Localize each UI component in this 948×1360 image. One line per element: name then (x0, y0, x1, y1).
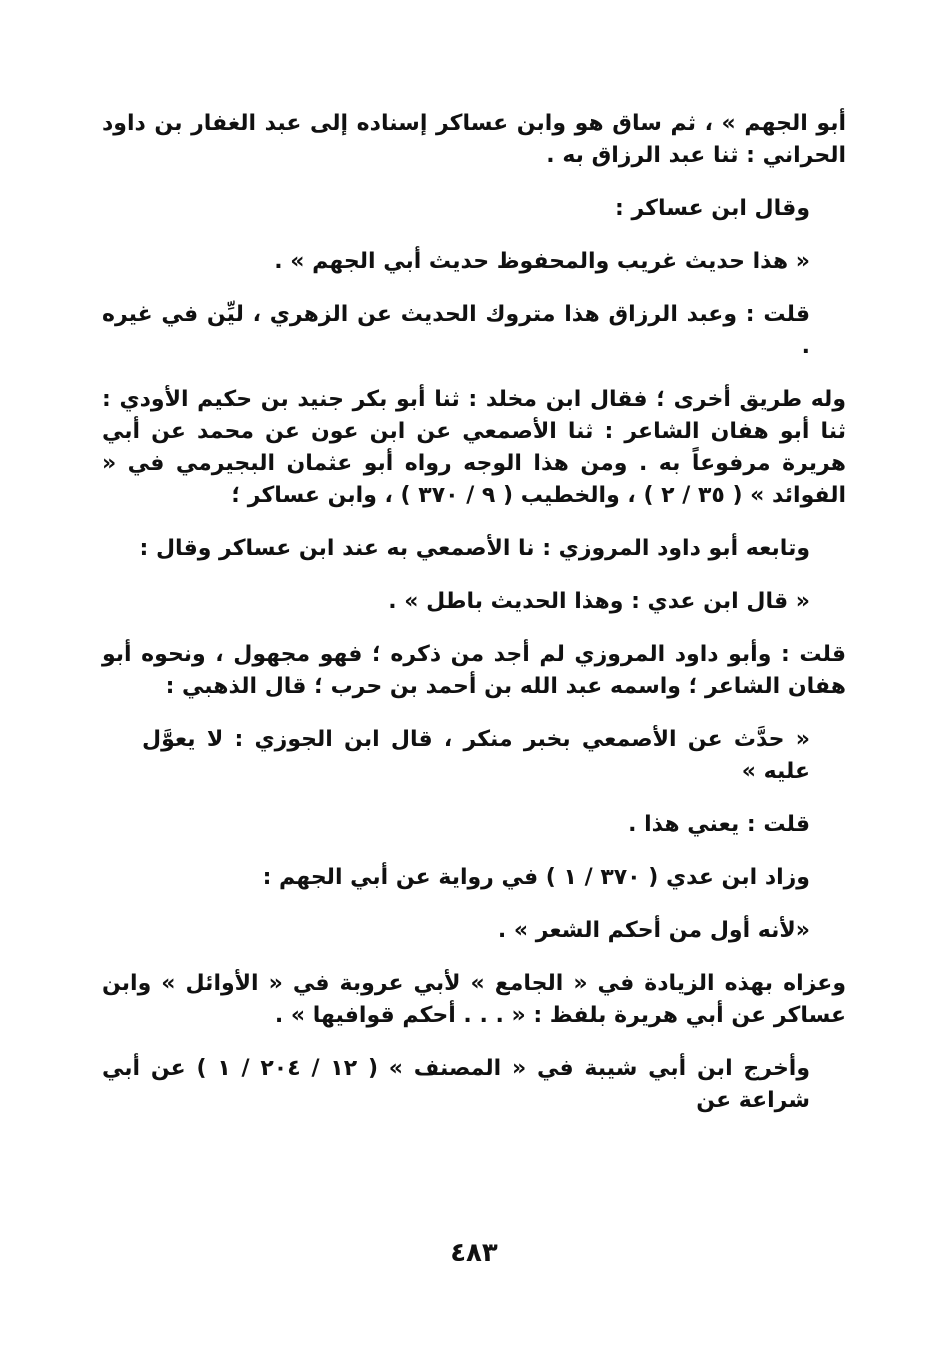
paragraph-ibn-adi-addition: وزاد ابن عدي ( ٣٧٠ / ١ ) في رواية عن أبي الجهم : (262, 865, 810, 890)
paragraph-abd-al-razzaq: قلت : وعبد الرزاق هذا متروك الحديث عن الزهري ، ليِّن في غيره . (102, 302, 810, 359)
paragraph-ibn-abi-shayba: وأخرج ابن أبي شيبة في « المصنف » ( ١٢ / ٢٠٤ / ١ ) عن أبي شراعة عن (102, 1056, 811, 1113)
quote-dhahabi: « حدَّث عن الأصمعي بخبر منكر ، قال ابن الجوزي : لا يعوَّل عليه » (142, 727, 810, 784)
paragraph-ibn-asakir-said: وقال ابن عساكر : (615, 196, 810, 221)
paragraph-attribution: وعزاه بهذه الزيادة في « الجامع » لأبي عروبة في « الأوائل » وابن عساكر عن أبي هريرة بلفظ : « . . . أحكم قوافيها » . (102, 971, 846, 1028)
paragraph-another-route: وله طريق أخرى ؛ فقال ابن مخلد : ثنا أبو بكر جنيد بن حكيم الأودي : ثنا أبو هفان الشاعر : ثنا الأصمعي عن ابن عون عن محمد عن أبي هريرة مرفوعاً به . ومن هذا الوجه رواه أبو عثمان البجيرمي في « الفوائد » ( ٣٥ / ٢ ) ، والخطيب ( ٩ / ٣٧٠ ) ، وابن عساكر ؛ (102, 387, 846, 508)
page-body (102, 108, 846, 1117)
quote-ibn-adi-batil: « قال ابن عدي : وهذا الحديث باطل » . (388, 589, 810, 614)
paragraph-followed-by-marwazi: وتابعه أبو داود المروزي : نا الأصمعي به عند ابن عساكر وقال : (139, 536, 810, 561)
paragraph-meaning-this: قلت : يعني هذا . (628, 812, 810, 837)
quote-poetry: «لأنه أول من أحكم الشعر » . (497, 918, 810, 943)
paragraph-majhul: قلت : وأبو داود المروزي لم أجد من ذكره ؛ فهو مجهول ، ونحوه أبو هفان الشاعر ؛ واسمه عبد الله بن أحمد بن حرب ؛ قال الذهبي : (102, 642, 846, 699)
paragraph-continuation: أبو الجهم » ، ثم ساق هو وابن عساكر إسناده إلى عبد الغفار بن داود الحراني : ثنا عبد الرزاق به . (102, 111, 846, 168)
page-number: ٤٨٣ (450, 1238, 498, 1268)
quote-gharib-hadith: « هذا حديث غريب والمحفوظ حديث أبي الجهم » . (274, 249, 810, 274)
